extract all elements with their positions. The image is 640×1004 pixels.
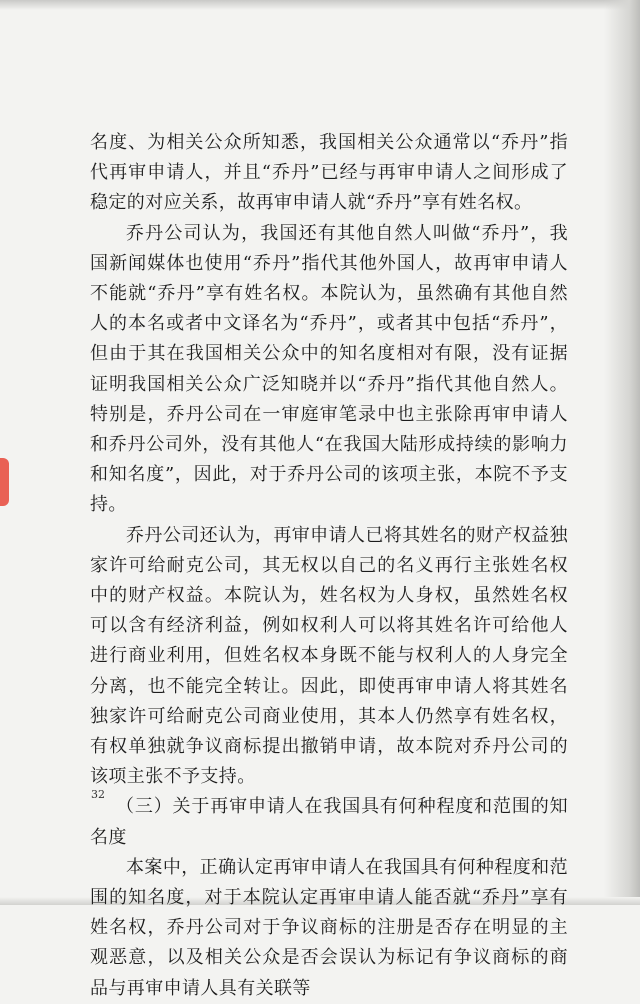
paragraph-fame-analysis: 本案中，正确认定再审申请人在我国具有何种程度和范围的知名度，对于本院认定再审申请人能否就“乔丹”享有姓名权，乔丹公司对于争议商标的注册是否存在明显的主观恶意，以及相关公众是否会误认为标记有争议商标的商品与再审申请人具有关联等: [90, 856, 568, 999]
scan-edge-right: [604, 0, 640, 905]
document-body: [90, 128, 568, 1004]
paragraph-license-argument: 乔丹公司还认为，再审申请人已将其姓名的财产权益独家许可给耐克公司，其无权以自己的名义再行主张姓名权中的财产权益。本院认为，姓名权为人身权，虽然姓名权可以含有经济利益，例如权利人可以将其姓名许可给他人进行商业利用，但姓名权本身既不能与权利人的人身完全分离，也不能完全转让。因此，即使再审申请人将其姓名独家许可给耐克公司商业使用，其本人仍然享有姓名权，有权单独就争议商标提出撤销申请，故本院对乔丹公司的该项主张不予支持。: [90, 524, 568, 788]
page-number: 32: [91, 788, 105, 801]
scan-edge-top: [0, 0, 640, 10]
section-heading: （三）关于再审申请人在我国具有何种程度和范围的知名度: [90, 796, 568, 848]
paragraph-continuation: 名度、为相关公众所知悉，我国相关公众通常以“乔丹”指代再审申请人，并且“乔丹”已经与再审申请人之间形成了稳定的对应关系，故再审申请人就“乔丹”享有姓名权。: [90, 132, 568, 214]
paragraph-surname-argument: 乔丹公司认为，我国还有其他自然人叫做“乔丹”，我国新闻媒体也使用“乔丹”指代其他外国人，故再审申请人不能就“乔丹”享有姓名权。本院认为，虽然确有其他自然人的本名或者中文译名为“乔丹”，或者其中包括“乔丹”，但由于其在我国相关公众中的知名度相对有限，没有证据证明我国相关公众广泛知晓并以“乔丹”指代其他自然人。特别是，乔丹公司在一审庭审笔录中也主张除再审申请人和乔丹公司外，没有其他人“在我国大陆形成持续的影响力和知名度”，因此，对于乔丹公司的该项主张，本院不予支持。: [90, 222, 568, 516]
red-seal-fragment: [0, 458, 9, 506]
